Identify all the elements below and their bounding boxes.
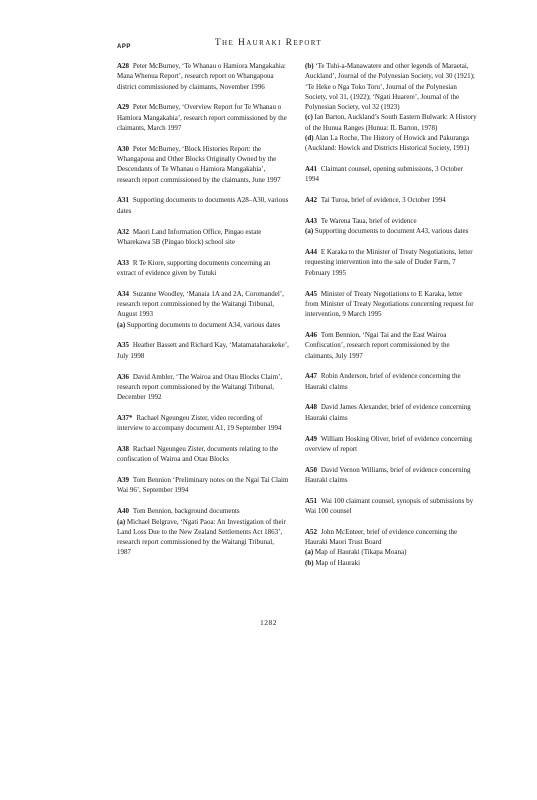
sub-reference <box>305 61 477 112</box>
reference-text: Peter McBurney, ‘Te Whanau o Hamiora Mangakahia: Mana Whenua Report’, research report on Whangapoua district commissioned by claimants, November 1996 <box>117 62 286 91</box>
reference-text: John McEnteer, brief of evidence concerning the Hauraki Maori Trust Board <box>305 527 458 547</box>
reference-text: Tai Turoa, brief of evidence, 3 October 1994 <box>320 196 446 205</box>
reference-code: A51 <box>305 496 319 505</box>
reference-text: William Hosking Oliver, brief of evidence concerning overview of report <box>305 434 473 453</box>
reference-entry <box>117 372 289 403</box>
sub-reference-text: Supporting documents to document A34, various dates <box>126 320 281 329</box>
right-column <box>305 61 477 578</box>
app-tag: APP <box>117 44 131 50</box>
reference-text: David Vernon Williams, brief of evidence concerning Hauraki claims <box>305 465 471 484</box>
reference-text: Robin Anderson, brief of evidence concerning the Hauraki claims <box>305 372 461 391</box>
reference-entry <box>117 289 289 330</box>
reference-text: Claimant counsel, opening submissions, 3 October 1994 <box>305 165 463 184</box>
reference-code: A29 <box>117 103 131 112</box>
sub-reference <box>305 112 477 133</box>
reference-entry <box>117 144 289 185</box>
reference-code: A41 <box>305 165 319 174</box>
reference-code: A49 <box>305 434 319 443</box>
reference-code: A30 <box>117 144 131 153</box>
reference-text: David Ambler, ‘The Wairoa and Otau Blocks Claim’, research report commissioned by the Waitangi Tribunal, December 1992 <box>117 372 283 402</box>
reference-code: A33 <box>117 258 131 267</box>
reference-text: Rachael Ngeungeu Zister, video recording of interview to accompany document A1, 19 September 1994 <box>117 413 282 433</box>
reference-text: Rachael Ngeungeu Zister, documents relating to the confiscation of Wairoa and Otau Blocks <box>117 445 279 464</box>
reference-entry <box>117 475 289 496</box>
reference-code: A28 <box>117 62 131 70</box>
reference-entry <box>305 216 477 237</box>
reference-entry <box>305 527 477 568</box>
reference-entry <box>305 434 477 455</box>
reference-entry <box>117 102 289 133</box>
sub-reference-label: (b) <box>305 62 314 70</box>
reference-entry <box>117 195 289 216</box>
sub-reference-text: Ian Barton, Auckland’s South Eastern Bulwark: A History of the Hunua Ranges (Hunua: IL Barton, 1978) <box>305 113 477 132</box>
sub-reference-text: Map of Hauraki <box>315 558 361 567</box>
reference-code: A45 <box>305 289 319 298</box>
reference-text: David James Alexander, brief of evidence concerning Hauraki claims <box>305 403 471 422</box>
sub-reference-text: Alan La Roche, The History of Howick and Pakuranga (Auckland: Howick and Districts Historical Society, 1991) <box>305 134 470 153</box>
reference-text: Te Warena Taua, brief of evidence <box>320 217 417 226</box>
reference-entry <box>305 496 477 517</box>
reference-text: Suzanne Woodley, ‘Manaia 1A and 2A, Coromandel’, research report commissioned by the Waitangi Tribunal, August 1993 <box>117 289 284 319</box>
reference-code: A39 <box>117 476 131 485</box>
sub-reference-text: Supporting documents to document A43, various dates <box>314 227 469 236</box>
reference-entry <box>117 444 289 465</box>
reference-code: A38 <box>117 445 131 454</box>
reference-code: A35 <box>117 341 131 350</box>
reference-text: Supporting documents to documents A28–A30, various dates <box>117 196 289 215</box>
sub-reference-label: (d) <box>305 134 314 143</box>
reference-code: A48 <box>305 403 319 412</box>
sub-reference-label: (a) <box>305 227 314 236</box>
reference-entry <box>305 371 477 392</box>
reference-entry <box>117 506 289 557</box>
reference-entry <box>305 164 477 185</box>
reference-entry <box>305 289 477 320</box>
sub-reference-text: Michael Belgrave, ‘Ngati Paoa: An Investigation of their Land Loss Due to the New Zealand Settlements Act 1863’, research report commissioned by the Waitangi Tribunal, 1987 <box>117 517 286 557</box>
reference-entry <box>117 258 289 279</box>
reference-entry <box>117 61 289 92</box>
reference-entry <box>117 340 289 361</box>
reference-text: Tom Bennion ‘Preliminary notes on the Ngai Tai Claim Wai 96’, September 1994 <box>117 476 289 495</box>
reference-entry <box>117 413 289 434</box>
sub-reference <box>117 517 289 558</box>
sub-reference <box>305 226 477 236</box>
reference-code: A50 <box>305 465 319 474</box>
reference-code: A34 <box>117 289 131 298</box>
reference-text: R Te Kiore, supporting documents concerning an extract of evidence given by Tutuki <box>117 258 271 277</box>
sub-reference <box>305 547 477 557</box>
reference-code: A32 <box>117 227 131 236</box>
reference-entry <box>117 227 289 248</box>
reference-entry <box>305 330 477 361</box>
reference-entry <box>305 402 477 423</box>
sub-reference-label: (a) <box>305 548 314 557</box>
reference-code: A36 <box>117 372 131 381</box>
page-title: The Hauraki Report <box>214 38 323 48</box>
reference-code: A43 <box>305 217 319 226</box>
left-column <box>117 61 289 568</box>
page-number: 1282 <box>260 618 277 627</box>
sub-reference <box>117 320 289 330</box>
sub-reference-label: (a) <box>117 517 126 526</box>
reference-code: A44 <box>305 248 319 257</box>
reference-text: Heather Bassett and Richard Kay, ‘Matamataharakeke’, July 1998 <box>117 341 289 360</box>
reference-text: Minister of Treaty Negotiations to E Karaka, letter from Minister of Treaty Negotiations concerning request for intervention, 9 March 1995 <box>305 289 474 319</box>
reference-entry <box>305 195 477 205</box>
reference-code: A31 <box>117 196 131 205</box>
reference-entry <box>305 61 477 154</box>
reference-entry <box>305 247 477 278</box>
reference-code: A47 <box>305 372 319 381</box>
reference-text: Peter McBurney, ‘Block Histories Report: the Whangapoua and Other Blocks Originally Owned by the Descendants of Te Whanau o Hamiora Mangakahia’, research report commissioned by the claimants, June 1997 <box>117 144 281 184</box>
reference-code: A37* <box>117 413 135 422</box>
reference-entry <box>305 465 477 486</box>
sub-reference-label: (c) <box>305 113 313 122</box>
reference-code: A42 <box>305 196 319 205</box>
reference-text: Wai 100 claimant counsel, synopsis of submissions by Wai 100 counsel <box>305 496 474 515</box>
reference-code: A46 <box>305 330 319 339</box>
sub-reference-text: ‘Te Tuhi-a-Manawatere and other legends of Maraetai, Auckland’, Journal of the Polynesian Society, vol 30 (1921); ‘Te Heke o Nga Toko Toru’, Journal of the Polynesian Society, vol 31, (1922); ‘Ngati Huarere’, Journal of the Polynesian Society, vol 32 (1923) <box>305 62 475 112</box>
reference-text: E Karaka to the Minister of Treaty Negotiations, letter requesting intervention into the sale of Duder Farm, 7 February 1995 <box>305 248 473 277</box>
reference-text: Peter McBurney, ‘Overview Report for Te Whanau o Hamiora Mangakahia’, research report commissioned by the claimants, March 1997 <box>117 103 287 132</box>
sub-reference-text: Map of Hauraki (Tikapa Moana) <box>314 548 407 557</box>
reference-text: Tom Bennion, ‘Ngai Tai and the East Wairoa Confiscation’, research report commissioned by the claimants, July 1997 <box>305 330 450 360</box>
sub-reference <box>305 133 477 154</box>
sub-reference-label: (b) <box>305 558 314 567</box>
reference-text: Tom Bennion, background documents <box>132 507 240 516</box>
sub-reference <box>305 558 477 568</box>
sub-reference-label: (a) <box>117 320 126 329</box>
reference-code: A40 <box>117 507 131 516</box>
reference-text: Maori Land Information Office, Pingao estate Wharekawa 5B (Pingao block) school site <box>117 227 262 246</box>
reference-code: A52 <box>305 527 319 536</box>
